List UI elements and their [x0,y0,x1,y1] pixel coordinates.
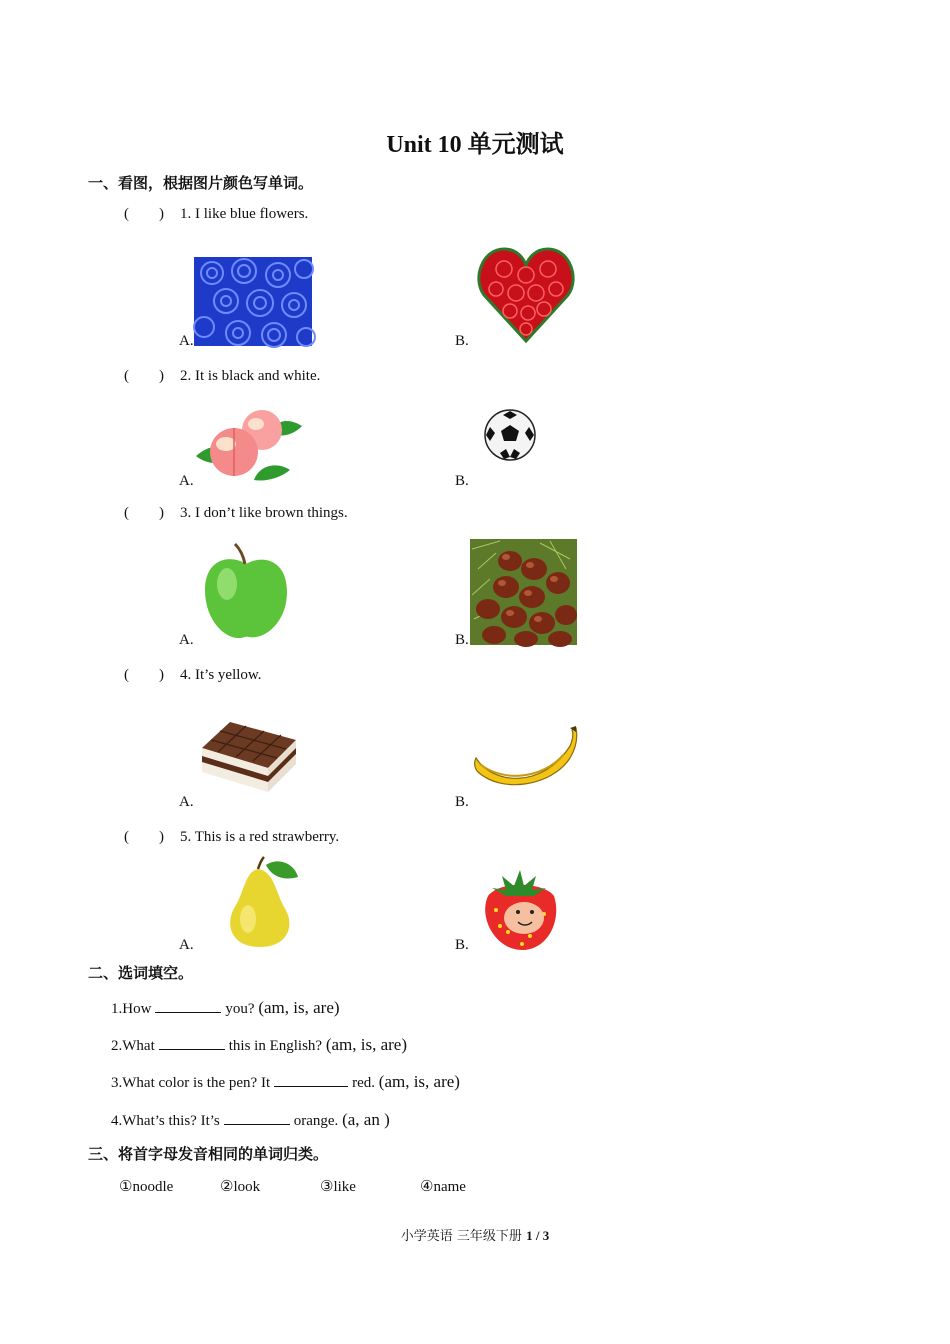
fill-item-4: 4.What’s this? It’s orange. (a, an ) [111,1110,390,1129]
banana-image [472,724,578,790]
answer-blank[interactable] [155,1000,221,1013]
fill-item-2: 2.What this in English? (am, is, are) [111,1035,408,1054]
answer-blank[interactable] [224,1112,290,1125]
word-item: ①noodle [119,1179,174,1195]
fill-item-3: 3.What color is the pen? It red. (am, is, are) [111,1072,460,1091]
pear-image [222,857,302,949]
peaches-image [194,404,304,486]
question-5 [124,829,339,846]
section-2-heading: 二、选词填空。 [88,964,194,982]
green-apple-image [201,542,291,642]
fill-item-1: 1.How you? (am, is, are) [111,998,340,1017]
question-3 [124,505,348,522]
question-2 [124,368,320,385]
word-item: ③like [320,1179,356,1195]
word-item: ②look [220,1179,261,1195]
question-text: 3. I don’t like brown things. [180,505,348,521]
answer-paren[interactable]: ( ) [124,368,164,384]
option-b-label: B. [455,937,469,953]
section-1-heading: 一、看图，根据图片颜色写单词。 [88,174,314,192]
option-b-label: B. [455,333,469,349]
option-a-label: A. [179,632,194,648]
answer-paren[interactable]: ( ) [124,206,164,222]
soccer-ball-image [484,409,536,461]
answer-paren[interactable]: ( ) [124,667,164,683]
option-a-label: A. [179,473,194,489]
option-a-label: A. [179,937,194,953]
chestnuts-image [470,539,577,645]
question-text: 2. It is black and white. [180,368,321,384]
answer-paren[interactable]: ( ) [124,829,164,845]
option-b-label: B. [455,473,469,489]
chocolate-cake-image [198,718,300,796]
option-b-label: B. [455,632,469,648]
red-rose-heart-image [476,243,576,343]
blue-roses-image [194,257,312,346]
section-3-heading: 三、将首字母发音相同的单词归类。 [88,1145,329,1163]
strawberry-image [478,866,560,952]
option-b-label: B. [455,794,469,810]
page-footer [0,1225,950,1244]
question-text: 4. It’s yellow. [180,667,262,683]
question-1 [124,206,308,223]
footer-text: 小学英语 三年级下册 [400,1229,522,1244]
option-a-label: A. [179,333,194,349]
answer-paren[interactable]: ( ) [124,505,164,521]
page-number: 1 / 3 [526,1228,550,1243]
word-item: ④name [420,1179,466,1195]
page-title: Unit 10 单元测试 [386,132,564,158]
answer-blank[interactable] [159,1037,225,1050]
question-4 [124,667,262,684]
answer-blank[interactable] [274,1074,348,1087]
option-a-label: A. [179,794,194,810]
question-text: 5. This is a red strawberry. [180,829,340,845]
question-text: 1. I like blue flowers. [180,206,309,222]
